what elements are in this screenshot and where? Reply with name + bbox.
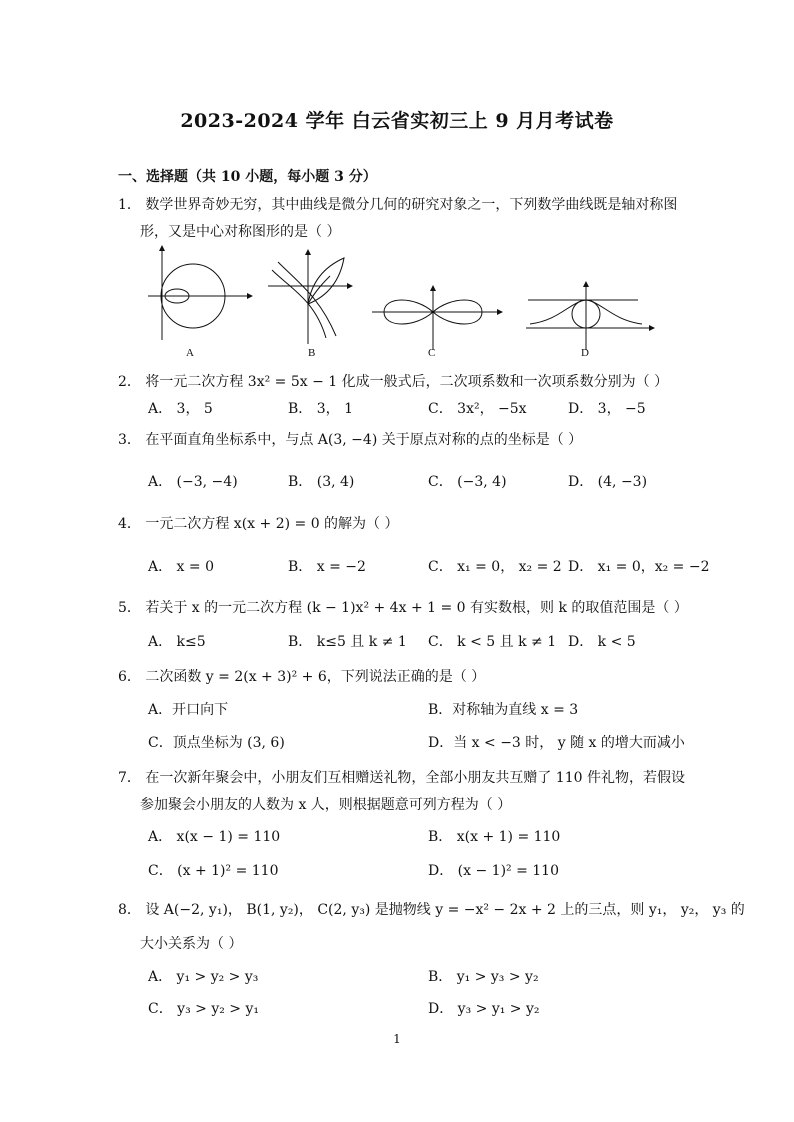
question-2-option-c: C． 3x²， −5x — [428, 401, 527, 417]
question-7-line-1: 7． 在一次新年聚会中，小朋友们互相赠送礼物，全部小朋友共互赠了 110 件礼物，若假设 — [118, 770, 685, 786]
figure-label-c: C — [428, 347, 436, 359]
page-number: 1 — [393, 1032, 401, 1046]
question-1-figures — [140, 240, 670, 365]
question-8-option-d: D． y₃ > y₁ > y₂ — [428, 1001, 540, 1017]
question-6-line-1: 6． 二次函数 y = 2(x + 3)² + 6，下列说法正确的是（ ） — [118, 669, 486, 685]
question-3-option-c: C． (−3, 4) — [428, 474, 507, 490]
question-5-option-d: D． k < 5 — [568, 634, 636, 650]
question-5-line-1: 5． 若关于 x 的一元二次方程 (k − 1)x² + 4x + 1 = 0 有实数根，则 k 的取值范围是（ ） — [118, 600, 688, 616]
question-7-option-d: D． (x − 1)² = 110 — [428, 863, 559, 879]
question-8-option-a: A． y₁ > y₂ > y₃ — [148, 969, 259, 985]
question-1-line-1: 1． 数学世界奇妙无穷，其中曲线是微分几何的研究对象之一，下列数学曲线既是轴对称图 — [118, 197, 678, 213]
question-4-option-d: D． x₁ = 0，x₂ = −2 — [568, 559, 710, 575]
question-4-line-1: 4． 一元二次方程 x(x + 2) = 0 的解为（ ） — [118, 516, 399, 532]
question-7-option-c: C． (x + 1)² = 110 — [148, 863, 279, 879]
figure-b-curve — [268, 250, 352, 344]
figure-label-b: B — [308, 347, 316, 359]
figure-label-a: A — [186, 347, 194, 359]
question-2-option-b: B． 3， 1 — [288, 401, 354, 417]
figure-a-curve — [148, 246, 252, 340]
question-7-option-b: B． x(x + 1) = 110 — [428, 829, 561, 845]
question-2-line-1: 2． 将一元二次方程 3x² = 5x − 1 化成一般式后，二次项系数和一次项系数分别为（ ） — [118, 374, 669, 390]
question-1-line-2: 形，又是中心对称图形的是（ ） — [140, 224, 341, 240]
section-heading: 一、选择题（共 10 小题，每小题 3 分） — [118, 169, 377, 185]
question-5-option-a: A． k≤5 — [148, 634, 206, 650]
question-8-option-c: C． y₃ > y₂ > y₁ — [148, 1001, 259, 1017]
question-8-line-1: 8． 设 A(−2, y₁)， B(1, y₂)， C(2, y₃) 是抛物线 y = −x² − 2x + 2 上的三点，则 y₁， y₂， y₃ 的 — [118, 902, 745, 918]
question-7-option-a: A． x(x − 1) = 110 — [148, 829, 281, 845]
question-3-option-a: A． (−3, −4) — [148, 474, 238, 490]
question-4-option-a: A． x = 0 — [148, 559, 214, 575]
question-6-option-d: D．当 x < −3 时， y 随 x 的增大而减小 — [428, 735, 685, 751]
question-5-option-c: C． k < 5 且 k ≠ 1 — [428, 634, 557, 650]
question-4-option-c: C． x₁ = 0， x₂ = 2 — [428, 559, 562, 575]
question-2-option-d: D． 3， −5 — [568, 401, 646, 417]
question-4-option-b: B． x = −2 — [288, 559, 366, 575]
question-8-line-2: 大小关系为（ ） — [140, 936, 243, 952]
question-6-option-a: A．开口向下 — [148, 702, 229, 718]
question-6-option-c: C．顶点坐标为 (3, 6) — [148, 735, 285, 751]
question-7-line-2: 参加聚会小朋友的人数为 x 人，则根据题意可列方程为（ ） — [140, 797, 512, 813]
question-5-option-b: B． k≤5 且 k ≠ 1 — [288, 634, 407, 650]
question-3-line-1: 3． 在平面直角坐标系中，与点 A(3, −4) 关于原点对称的点的坐标是（ ） — [118, 432, 583, 448]
question-3-option-d: D． (4, −3) — [568, 474, 648, 490]
figure-label-d: D — [581, 347, 589, 359]
figure-d-curve — [526, 282, 654, 350]
curves-figure — [140, 240, 670, 365]
figure-c-curve — [372, 286, 502, 350]
page-title: 2023-2024 学年 白云省实初三上 9 月月考试卷 — [180, 110, 614, 132]
question-6-option-b: B．对称轴为直线 x = 3 — [428, 702, 579, 718]
question-8-option-b: B． y₁ > y₃ > y₂ — [428, 969, 539, 985]
question-2-option-a: A． 3， 5 — [148, 401, 213, 417]
question-3-option-b: B． (3, 4) — [288, 474, 355, 490]
